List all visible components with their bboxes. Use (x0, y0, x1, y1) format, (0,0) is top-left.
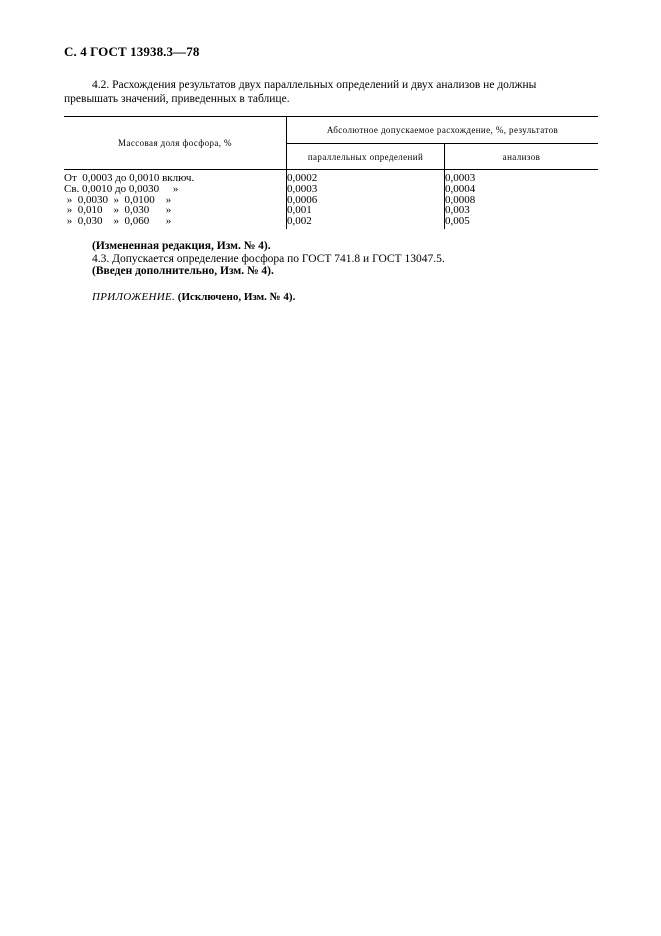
cell-parallel: 0,0002 (287, 170, 445, 184)
cell-range: » 0,030 » 0,060 » (64, 216, 287, 229)
appendix-label: ПРИЛОЖЕНИЕ. (92, 291, 176, 303)
table-row (64, 184, 598, 195)
section-4-2-paragraph (64, 78, 598, 106)
cell-analyses: 0,005 (445, 215, 470, 228)
cell-range: » 0,010 » 0,030 » (64, 205, 287, 216)
cell-parallel: 0,001 (287, 205, 445, 216)
cell-analyses: 0,0004 (445, 182, 476, 195)
cell-range: Св. 0,0010 до 0,0030 » (64, 184, 287, 195)
column-header-analyses: анализов (445, 144, 599, 170)
cell-range: » 0,0030 » 0,0100 » (64, 195, 287, 206)
column-header-absolute-tolerance: Абсолютное допускаемое расхождение, %, результатов (287, 117, 599, 144)
section-4-3-paragraph: 4.3. Допускается определение фосфора по ГОСТ 741.8 и ГОСТ 13047.5. (92, 253, 445, 265)
cell-range: От 0,0003 до 0,0010 включ. (64, 170, 287, 184)
cell-analyses: 0,0003 (445, 172, 476, 184)
amendment-note-changed: (Измененная редакция, Изм. № 4). (92, 240, 271, 252)
cell-analyses: 0,0008 (445, 193, 476, 206)
appendix-note: (Исключено, Изм. № 4). (177, 291, 296, 303)
table-row (64, 216, 598, 229)
table-row (64, 170, 598, 184)
column-header-mass-fraction: Массовая доля фосфора, % (64, 117, 287, 170)
appendix-line (92, 291, 295, 303)
amendment-note-introduced: (Введен дополнительно, Изм. № 4). (92, 265, 274, 277)
cell-parallel: 0,002 (287, 216, 445, 229)
tolerance-table (64, 116, 598, 229)
page-header: С. 4 ГОСТ 13938.3—78 (64, 44, 200, 59)
section-4-2-line-2: превышать значений, приведенных в таблице. (64, 93, 290, 105)
cell-parallel: 0,0003 (287, 184, 445, 195)
cell-parallel: 0,0006 (287, 195, 445, 206)
section-4-2-line-1: 4.2. Расхождения результатов двух параллельных определений и двух анализов не должны (92, 79, 537, 91)
cell-analyses: 0,003 (445, 204, 470, 217)
column-header-parallel: параллельных определений (287, 144, 445, 170)
